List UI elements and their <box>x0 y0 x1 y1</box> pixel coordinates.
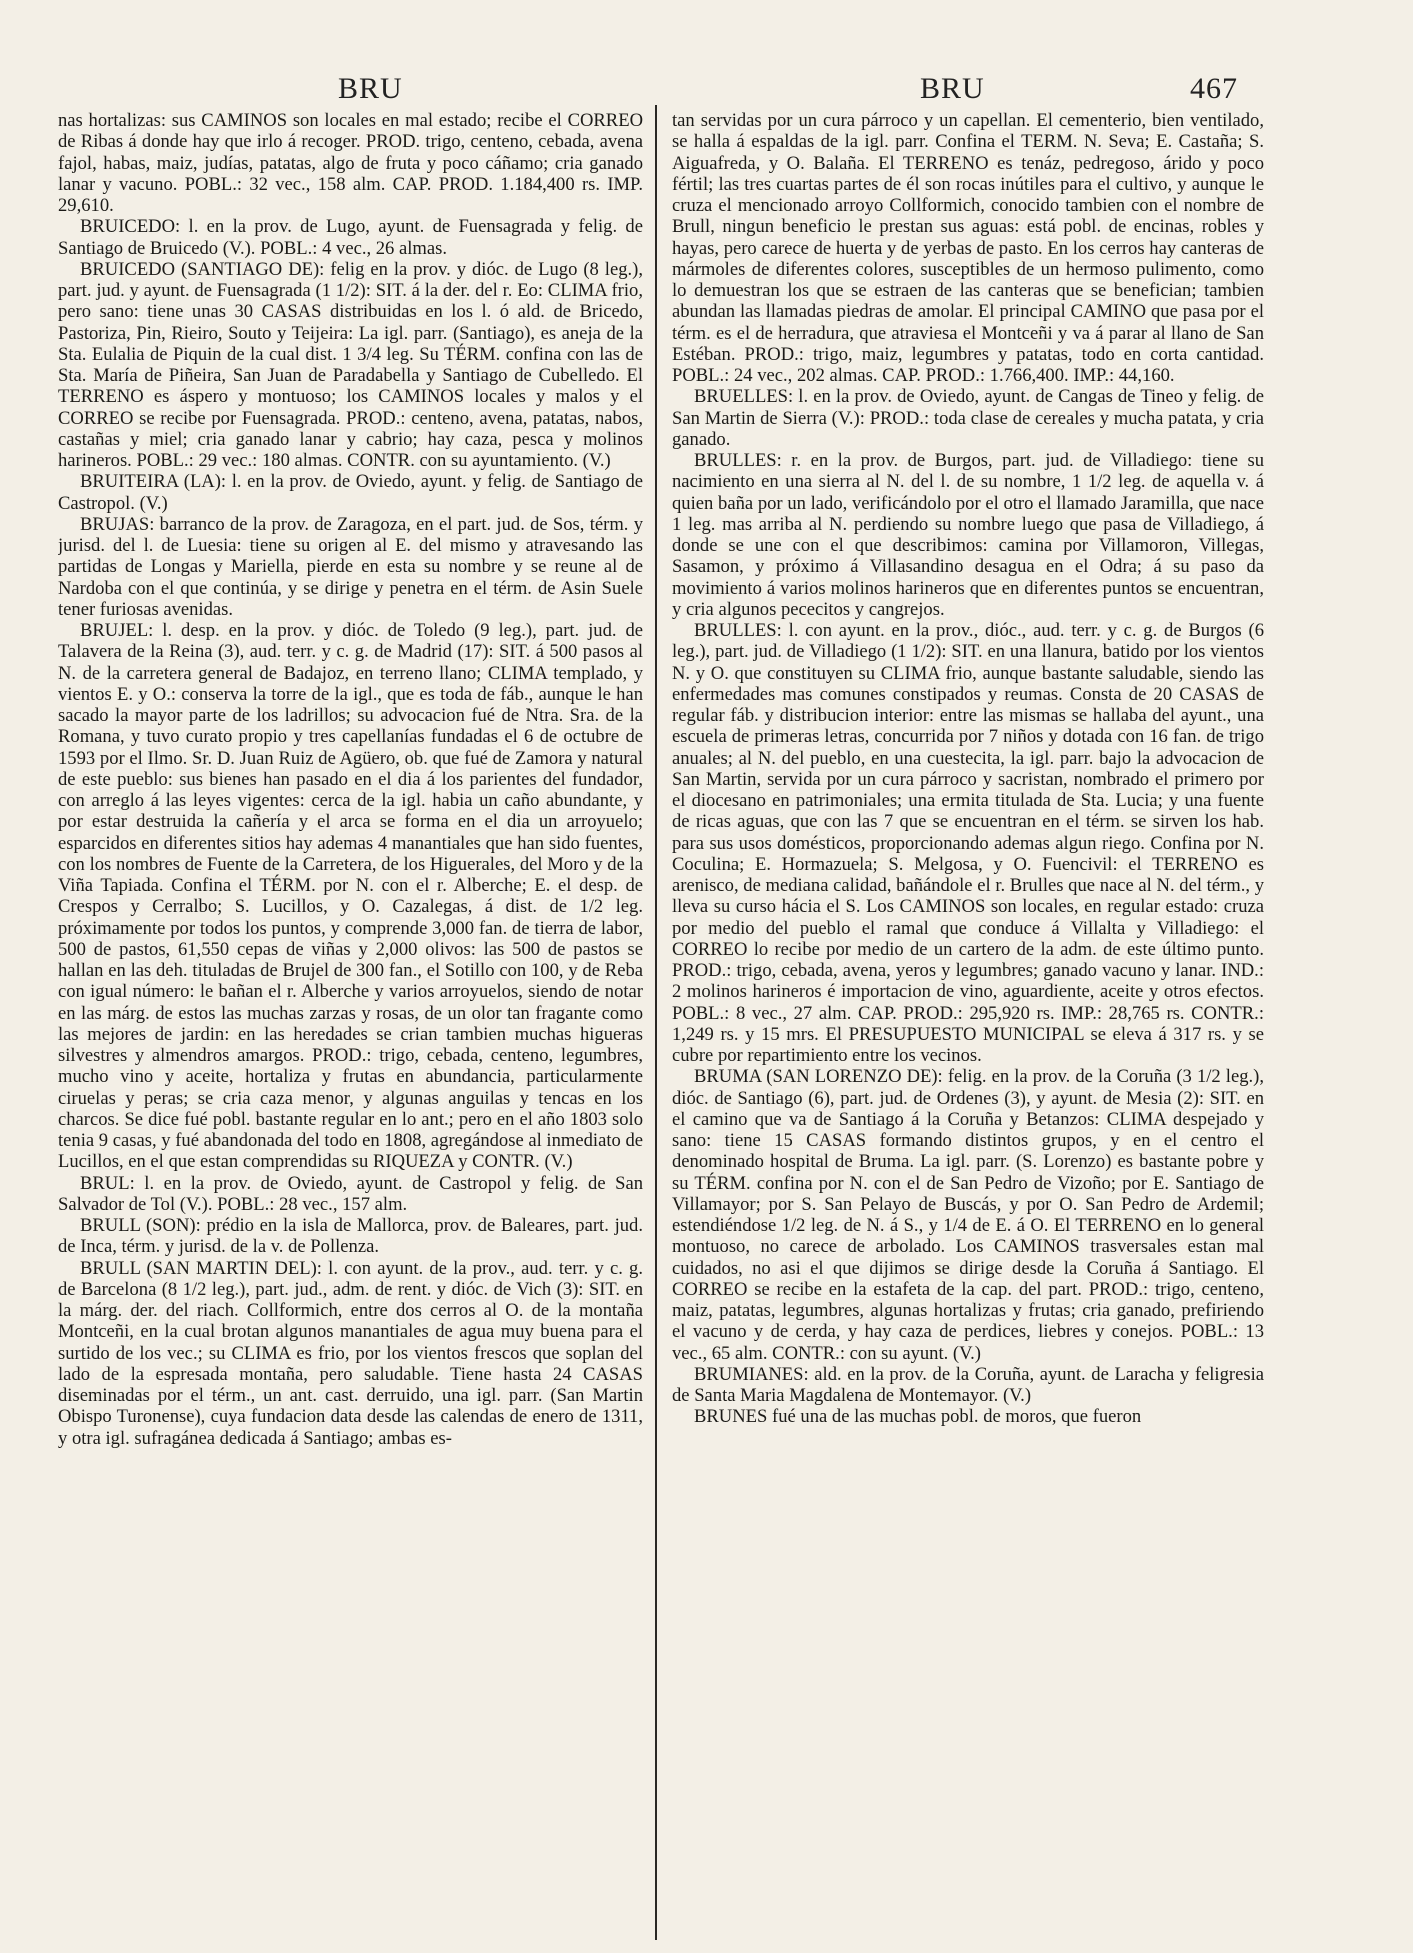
dictionary-entry: tan servidas por un cura párroco y un capellan. El cementerio, bien ventilado, se halla á espaldas de la igl. parr. Confina el TERM. N. Seva; E. Castaña; S. Aiguafreda, y O. Balaña. El TERRENO es tenáz, pedregoso, árido y poco fértil; las tres cuartas partes de él son rocas inútiles para el cultivo, y aunque le cruza el mencionado arroyo Collformich, conocido tambien con el nombre de Brull, ningun beneficio le prestan sus aguas: está pobl. de encinas, robles y hayas, pero carece de huerta y de yerbas de pasto. En los cerros hay canteras de mármoles de diferentes colores, susceptibles de un hermoso pulimento, como lo demuestran los que se estraen de las canteras que se benefician; tambien abundan las llamadas piedras de amolar. El principal CAMINO que pasa por el térm. es el de herradura, que atraviesa el Montceñi y va á parar al llano de San Estéban. PROD.: trigo, maiz, legumbres y patatas, todo en corta cantidad. POBL.: 24 vec., 202 almas. CAP. PROD.: 1.766,400. IMP.: 44,160. <box>672 110 1264 386</box>
left-column <box>58 110 643 1940</box>
dictionary-entry: BRUMIANES: ald. en la prov. de la Coruña, ayunt. de Laracha y feligresia de Santa Maria Magdalena de Montemayor. (V.) <box>672 1363 1264 1406</box>
dictionary-entry: BRULLES: l. con ayunt. en la prov., dióc., aud. terr. y c. g. de Burgos (6 leg.), part. jud. de Villadiego (1 1/2): SIT. en una llanura, batido por los vientos N. y O. que constituyen su CLIMA frio, aunque bastante saludable, siendo las enfermedades mas comunes constipados y reumas. Consta de 20 CASAS de regular fáb. y distribucion interior: entre las mismas se hallaba del ayunt., una escuela de primeras letras, concurrida por 7 niños y dotada con 16 fan. de trigo anuales; al N. del pueblo, en una cuestecita, la igl. parr. bajo la advocacion de San Martin, servida por un cura párroco y sacristan, nombrado el primero por el diocesano en patrimoniales; una ermita titulada de Sta. Lucia; y una fuente de ricas aguas, que con las 7 que se encuentran en el térm. se sirven los hab. para sus usos domésticos, proporcionando ademas algun riego. Confina por N. Coculina; E. Hormazuela; S. Melgosa, y O. Fuencivil: el TERRENO es arenisco, de mediana calidad, bañándole el r. Brulles que nace al N. del térm., y lleva su curso hácia el S. Los CAMINOS son locales, en regular estado: cruza por medio del pueblo el ramal que conduce á Villalta y Villadiego: el CORREO lo recibe por medio de un cartero de la adm. de este último punto. PROD.: trigo, cebada, avena, yeros y legumbres; ganado vacuno y lanar. IND.: 2 molinos harineros é importacion de vino, aguardiente, aceite y otros efectos. POBL.: 8 vec., 27 alm. CAP. PROD.: 295,920 rs. IMP.: 28,765 rs. CONTR.: 1,249 rs. y 15 mrs. El PRESUPUESTO MUNICIPAL se eleva á 317 rs. y se cubre por repartimiento entre los vecinos. <box>672 620 1264 1066</box>
dictionary-entry: BRUICEDO (SANTIAGO DE): felig en la prov. y dióc. de Lugo (8 leg.), part. jud. y ayunt. de Fuensagrada (1 1/2): SIT. á la der. del r. Eo: CLIMA frio, pero sano: tiene unas 30 CASAS distribuidas en los l. ó ald. de Bricedo, Pastoriza, Pin, Rieiro, Souto y Teijeira: La igl. parr. (Santiago), es aneja de la Sta. Eulalia de Piquin de la cual dist. 1 3/4 leg. Su TÉRM. confina con las de Sta. María de Piñeira, San Juan de Paradabella y Santiago de Cubelledo. El TERRENO es áspero y montuoso; los CAMINOS locales y malos y el CORREO se recibe por Fuensagrada. PROD.: centeno, avena, patatas, nabos, castañas y miel; cria ganado lanar y cabrio; hay caza, pesca y molinos harineros. POBL.: 29 vec.: 180 almas. CONTR. con su ayuntamiento. (V.) <box>58 258 643 471</box>
dictionary-entry: BRUMA (SAN LORENZO DE): felig. en la prov. de la Coruña (3 1/2 leg.), dióc. de Santiago (6), part. jud. de Ordenes (3), y ayunt. de Mesia (2): SIT. en el camino que va de Santiago á la Coruña y Betanzos: CLIMA despejado y sano: tiene 15 CASAS formando distintos grupos, y en el centro el denominado hospital de Bruma. La igl. parr. (S. Lorenzo) es bastante pobre y su TÉRM. confina por N. con el de San Pedro de Vizoño; por E. Santiago de Villamayor; por S. San Pelayo de Buscás, y por O. San Pedro de Ardemil; estendiéndose 1/2 leg. de N. á S., y 1/4 de E. á O. El TERRENO en lo general montuoso, no carece de arbolado. Los CAMINOS trasversales estan mal cuidados, no asi el que dijimos se dirige desde la Coruña á Santiago. El CORREO se recibe en la estafeta de la cap. del part. PROD.: trigo, centeno, maiz, patatas, legumbres, algunas hortalizas y frutas; cria ganado, prefiriendo el vacuno y de cerda, y hay caza de perdices, liebres y conejos. POBL.: 13 vec., 65 alm. CONTR.: con su ayunt. (V.) <box>672 1066 1264 1364</box>
page-number: 467 <box>1190 72 1238 105</box>
dictionary-entry: BRUITEIRA (LA): l. en la prov. de Oviedo, ayunt. y felig. de Santiago de Castropol. (V.) <box>58 471 643 514</box>
dictionary-entry: BRUJAS: barranco de la prov. de Zaragoza, en el part. jud. de Sos, térm. y jurisd. del l. de Luesia: tiene su origen al E. del mismo y atravesando las partidas de Longas y Mariella, pierde en esta su nombre y se reune al de Nardoba con el que continúa, y se dirige y penetra en el térm. de Asin Suele tener furiosas avenidas. <box>58 513 643 620</box>
dictionary-entry: BRULL (SAN MARTIN DEL): l. con ayunt. de la prov., aud. terr. y c. g. de Barcelona (8 1/2 leg.), part. jud., adm. de rent. y dióc. de Vich (3): SIT. en la márg. der. del riach. Collformich, entre dos cerros al O. de la montaña Montceñi, en la cual brotan algunos manantiales de agua muy buena para el surtido de los vec.; su CLIMA es frio, por los vientos frescos que soplan del lado de la espresada montaña, pero saludable. Tiene hasta 24 CASAS diseminadas por el térm., un ant. cast. derruido, una igl. parr. (San Martin Obispo Turonense), cuya fundacion data desde las calendas de enero de 1311, y otra igl. sufragánea dedicada á Santiago; ambas es- <box>58 1257 643 1449</box>
dictionary-entry: BRUICEDO: l. en la prov. de Lugo, ayunt. de Fuensagrada y felig. de Santiago de Bruicedo (V.). POBL.: 4 vec., 26 almas. <box>58 216 643 259</box>
dictionary-entry: BRUNES fué una de las muchas pobl. de moros, que fueron <box>694 1406 1142 1428</box>
right-running-head: BRU <box>920 72 985 105</box>
dictionary-entry: BRUELLES: l. en la prov. de Oviedo, ayunt. de Cangas de Tineo y felig. de San Martin de Sierra (V.): PROD.: toda clase de cereales y mucha patata, y cria ganado. <box>672 386 1264 450</box>
dictionary-entry: BRULL (SON): prédio en la isla de Mallorca, prov. de Baleares, part. jud. de Inca, térm. y jurisd. de la v. de Pollenza. <box>58 1215 643 1258</box>
dictionary-entry: nas hortalizas: sus CAMINOS son locales en mal estado; recibe el CORREO de Ribas á donde hay que irlo á recoger. PROD. trigo, centeno, cebada, avena fajol, habas, maiz, judías, patatas, algo de fruta y poco cáñamo; cria ganado lanar y vacuno. POBL.: 32 vec., 158 alm. CAP. PROD. 1.184,400 rs. IMP. 29,610. <box>58 110 643 216</box>
dictionary-entry: BRUL: l. en la prov. de Oviedo, ayunt. de Castropol y felig. de San Salvador de Tol (V.). POBL.: 28 vec., 157 alm. <box>58 1172 643 1215</box>
dictionary-entry: BRULLES: r. en la prov. de Burgos, part. jud. de Villadiego: tiene su nacimiento en una sierra al N. del l. de su nombre, 1 1/2 leg. de aquella v. á quien baña por un lado, verificándolo por el otro el llamado Jaramilla, que nace 1 leg. mas arriba al N. perdiendo su nombre luego que pasa de Villadiego, á donde se une con el que describimos: camina por Villamoron, Villegas, Sasamon, y próximo á Villasandino desagua en el Odra; á su paso da movimiento á varios molinos harineros que en diferentes puntos se encuentran, y cria algunos pececitos y cangrejos. <box>672 450 1264 620</box>
dictionary-entry: BRUJEL: l. desp. en la prov. y dióc. de Toledo (9 leg.), part. jud. de Talavera de la Reina (3), aud. terr. y c. g. de Madrid (17): SIT. á 500 pasos al N. de la carretera general de Badajoz, en terreno llano; CLIMA templado, y vientos E. y O.: conserva la torre de la igl., que es toda de fáb., aunque le han sacado la mayor parte de los ladrillos; su advocacion fué de Ntra. Sra. de la Romana, y tuvo curato propio y tres capellanías fundadas el 6 de octubre de 1593 por el Ilmo. Sr. D. Juan Ruiz de Agüero, ob. que fué de Zamora y natural de este pueblo: sus bienes han pasado en el dia á los parientes del fundador, con arreglo á las leyes vigentes: cerca de la igl. habia un caño abundante, y por estar destruida la cañería y el arca se forma en el dia un arroyuelo; esparcidos en diferentes sitios hay ademas 4 manantiales que han sido fuentes, con los nombres de Fuente de la Carretera, de los Higuerales, del Moro y de la Viña Tapiada. Confina el TÉRM. por N. con el r. Alberche; E. el desp. de Crespos y Cerralbo; S. Lucillos, y O. Cazalegas, á dist. de 1/2 leg. próximamente por todos los puntos, y comprende 3,000 fan. de tierra de labor, 500 de pastos, 61,550 cepas de viñas y 2,000 olivos: las 500 de pastos se hallan en las deh. tituladas de Brujel de 300 fan., el Sotillo con 100, y de Reba con igual número: le bañan el r. Alberche y varios arroyuelos, siendo de notar en las márg. de estos las muchas zarzas y rosas, de un olor tan fragante como las mejores de jardin: en las heredades se crian tambien muchas higueras silvestres y almendros amargos. PROD.: trigo, cebada, centeno, legumbres, mucho vino y aceite, hortaliza y frutas en abundancia, particularmente ciruelas y peras; se cria caza menor, y algunas anguilas y tencas en los charcos. Se dice fué pobl. bastante regular en lo ant.; pero en el año 1803 solo tenia 9 casas, y fué abandonada del todo en 1808, agregándose al inmediato de Lucillos, en el que estan comprendidas su RIQUEZA y CONTR. (V.) <box>58 620 643 1173</box>
column-divider <box>655 105 657 1940</box>
left-running-head: BRU <box>338 72 403 105</box>
right-column <box>672 110 1264 1940</box>
